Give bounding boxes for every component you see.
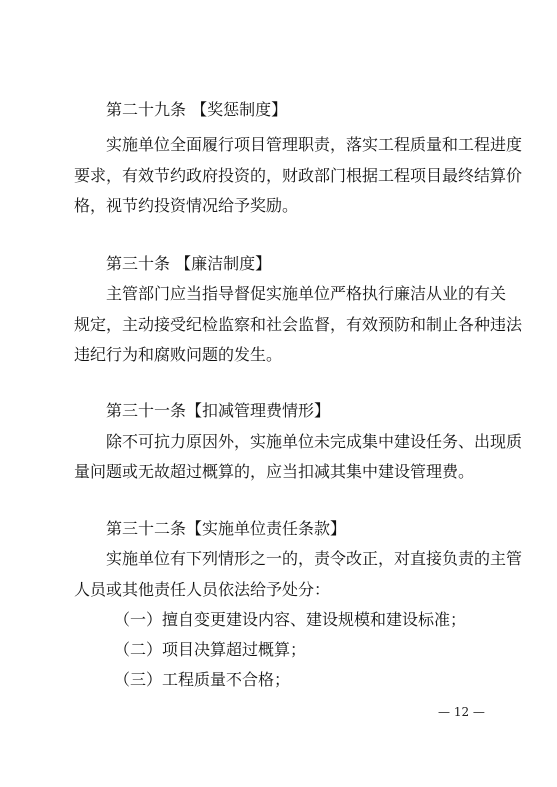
- article-32-line-2: 人员或其他责任人员依法给予处分：: [74, 580, 331, 599]
- article-31-line-1: 除不可抗力原因外，实施单位未完成集中建设任务、出现质: [106, 432, 523, 451]
- article-29-line-1: 实施单位全面履行项目管理职责，落实工程质量和工程进度: [106, 135, 523, 154]
- article-29-line-3: 格，视节约投资情况给予奖励。: [74, 196, 299, 215]
- article-29-line-2: 要求，有效节约政府投资的，财政部门根据工程项目最终结算价: [74, 166, 523, 185]
- article-30-line-3: 违纪行为和腐败问题的发生。: [74, 345, 283, 364]
- article-32-heading: 第三十二条【实施单位责任条款】: [106, 519, 347, 538]
- article-29-heading: 第二十九条 【奖惩制度】: [106, 100, 288, 119]
- article-32-item-3: （三）工程质量不合格；: [114, 670, 291, 689]
- article-31-heading: 第三十一条【扣减管理费情形】: [106, 401, 331, 420]
- article-30-heading: 第三十条 【廉洁制度】: [106, 254, 272, 273]
- article-30-line-2: 规定，主动接受纪检监察和社会监督，有效预防和制止各种违法: [74, 315, 523, 334]
- article-32-item-1: （一）擅自变更建设内容、建设规模和建设标准；: [114, 610, 467, 629]
- page-number: — 12 —: [438, 705, 485, 719]
- article-32-item-2: （二）项目决算超过概算；: [114, 640, 307, 659]
- article-32-line-1: 实施单位有下列情形之一的，责令改正，对直接负责的主管: [106, 549, 523, 568]
- article-30-line-1: 主管部门应当指导督促实施单位严格执行廉洁从业的有关: [106, 284, 507, 303]
- article-31-line-2: 量问题或无故超过概算的，应当扣减其集中建设管理费。: [74, 462, 475, 481]
